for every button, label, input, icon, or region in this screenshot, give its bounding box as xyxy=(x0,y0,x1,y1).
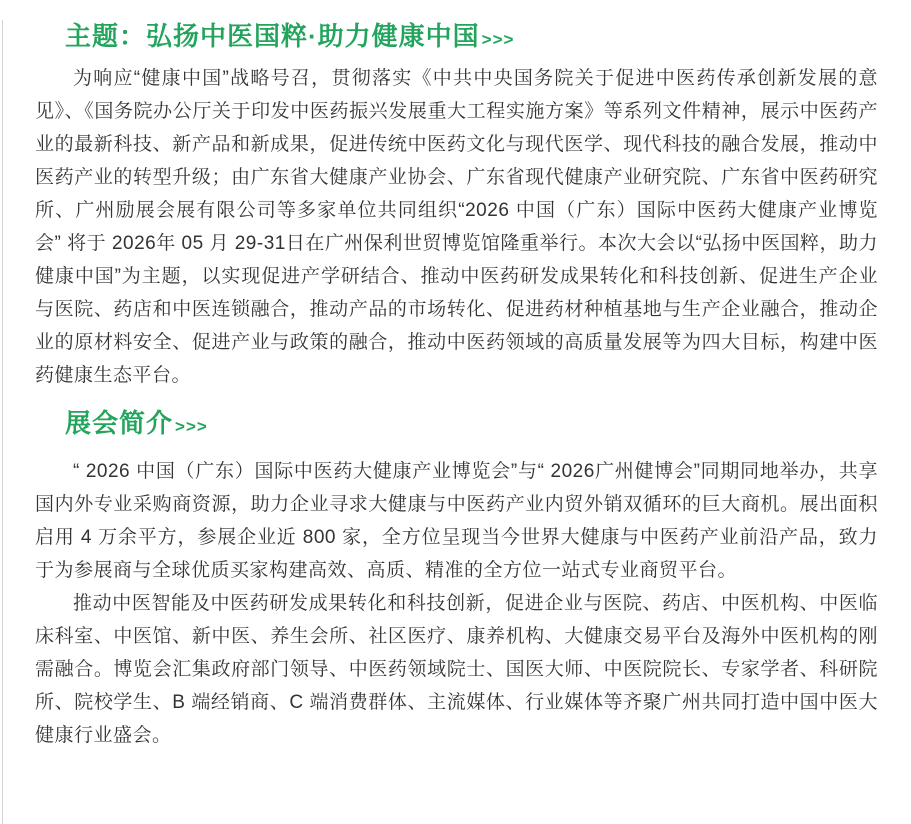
intro-heading xyxy=(65,407,878,443)
intro-heading-arrows-icon: >>> xyxy=(175,417,208,436)
theme-paragraph: 为响应“健康中国”战略号召，贯彻落实《中共中央国务院关于促进中医药传承创新发展的意见》、《国务院办公厅关于印发中医药振兴发展重大工程实施方案》等系列文件精神，展示中医药产业的最新科技、新产品和新成果，促进传统中医药文化与现代医学、现代科技的融合发展，推动中医药产业的转型升级；由广东省大健康产业协会、广东省现代健康产业研究院、广东省中医药研究所、广州励展会展有限公司等多家单位共同组织“2026 中国（广东）国际中医药大健康产业博览会” 将于 2026年 05 月 29-31日在广州保利世贸博览馆隆重举行。本次大会以“弘扬中医国粹，助力健康中国”为主题，以实现促进产学研结合、推动中医药研发成果转化和科技创新、促进生产企业与医院、药店和中医连锁融合，推动产品的市场转化、促进药材种植基地与生产企业融合，推动企业的原材料安全、促进产业与政策的融合，推动中医药领域的高质量发展等为四大目标，构建中医药健康生态平台。 xyxy=(35,68,878,386)
intro-paragraph-1: “ 2026 中国（广东）国际中医药大健康产业博览会”与“ 2026广州健博会”同期同地举办，共享国内外专业采购商资源，助力企业寻求大健康与中医药产业内贸外销双循环的巨大商机。展出面积启用 4 万余平方，参展企业近 800 家，全方位呈现当今世界大健康与中医药产业前沿产品，致力于为参展商与全球优质买家构建高效、高质、精准的全方位一站式专业商贸平台。 xyxy=(35,461,878,581)
theme-heading-text: 主题：弘扬中医国粹·助力健康中国 xyxy=(65,21,480,51)
document-page xyxy=(0,20,911,824)
section-intro xyxy=(35,407,878,752)
intro-paragraph-2: 推动中医智能及中医药研发成果转化和科技创新，促进企业与医院、药店、中医机构、中医临床科室、中医馆、新中医、养生会所、社区医疗、康养机构、大健康交易平台及海外中医机构的刚需融合。博览会汇集政府部门领导、中医药领域院士、国医大师、中医院院长、专家学者、科研院所、院校学生、B 端经销商、C 端消费群体、主流媒体、行业媒体等齐聚广州共同打造中国中医大健康行业盛会。 xyxy=(35,593,878,746)
theme-heading-arrows-icon: >>> xyxy=(481,30,515,49)
section-theme xyxy=(35,20,878,392)
intro-heading-text: 展会简介 xyxy=(65,408,174,438)
theme-heading xyxy=(65,20,878,56)
